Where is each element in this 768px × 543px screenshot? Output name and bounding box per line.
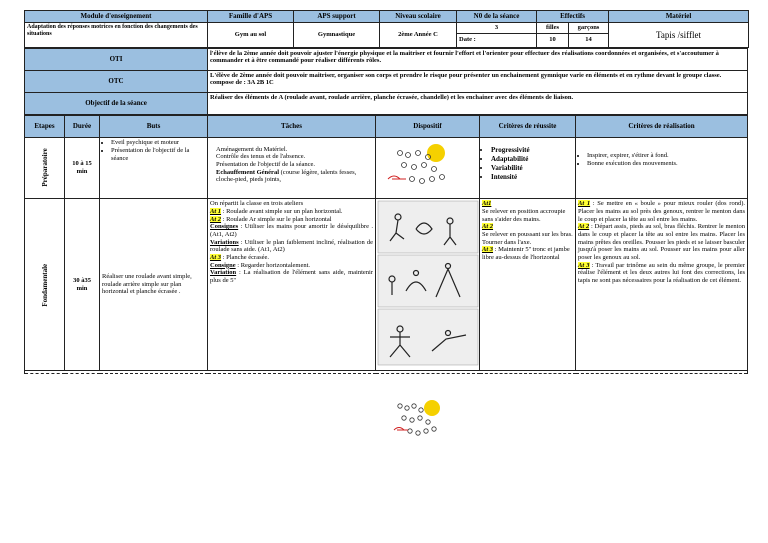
col-module: Module d'enseignement xyxy=(25,11,208,23)
etape-fondamentale: Fondamentale xyxy=(25,199,65,371)
col-num: N0 de la séance xyxy=(457,11,537,23)
seance-number: 3 xyxy=(457,23,537,34)
prep-echauffement: Echauffement Général xyxy=(216,168,280,176)
atelier-1-tag: At 1 xyxy=(210,207,222,215)
fond-dispositif xyxy=(376,199,480,371)
atelier-1-text: : Roulade avant simple sur un plan horizontal. xyxy=(221,207,343,215)
lesson-sheet xyxy=(24,10,748,374)
realisation-at3-tag: At 3 xyxy=(578,261,590,269)
objectif-label: Objectif de la séance xyxy=(25,92,208,114)
reussite-4: • Intensité xyxy=(491,173,573,181)
aps-value: Gymnastique xyxy=(294,23,380,48)
reussite-2: • Adaptabilité xyxy=(491,155,573,163)
prep-taches xyxy=(208,137,376,199)
reussite-at3-text: : Maintenir 5'' tronc et jambe libre au-dessus de l'horizontal xyxy=(482,246,570,261)
niveau-value: 2ème Année C xyxy=(380,23,457,48)
reussite-at2-tag: At 2 xyxy=(482,223,494,231)
atelier-2-text: : Roulade Ar simple sur le plan horizontal xyxy=(221,215,332,223)
objectif-text: Réaliser des éléments de A (roulade avant, roulade arrière, planche écrasée, chandelle) et les enchainer avec des éléments de liaison. xyxy=(208,92,748,114)
session-table xyxy=(24,115,748,374)
col-criteres-realisation: Critères de réalisation xyxy=(576,115,748,137)
oti-text: l'élève de la 2ème année doit pouvoir ajuster l'énergie physique et la maitriser et fournir l'effort et l'orienter pour effectuer des réalisations coordonnées et organisées, et s'accoutumer à commander et à être commandé pour réaliser différents rôles. xyxy=(208,48,748,70)
prep-realisation xyxy=(576,137,748,199)
realisation-2: • Bonne exécution des mouvements. xyxy=(587,160,745,168)
oti-label: OTI xyxy=(25,48,208,70)
realisation-at2-tag: At 2 xyxy=(578,223,590,231)
col-effectifs: Effectifs xyxy=(537,11,609,23)
prep-tache-2: Contrôle des tenus et de l'absence. xyxy=(216,153,306,161)
col-buts: Buts xyxy=(100,115,208,137)
prep-but-1: • Eveil psychique et moteur xyxy=(111,139,205,147)
consigne-label: Consigne xyxy=(210,261,236,269)
filles-value: 10 xyxy=(537,33,569,47)
realisation-1: • Inspirer, expirer, s'étirer à fond. xyxy=(587,152,745,160)
filles-label: filles xyxy=(537,23,569,34)
consigne-text: : Regarder horizontalement. xyxy=(235,261,311,269)
col-criteres-reussite: Critères de réussite xyxy=(480,115,576,137)
gymnastics-figures-icon xyxy=(376,199,480,367)
realisation-at1-text: : Se mettre en « boule » pour mieux rouler (dos rond). Placer les mains au sol près des genoux, rentrer le menton dans le coup et placer la tête au sol entre les mains. xyxy=(578,200,745,223)
prep-dispositif xyxy=(376,137,480,199)
col-materiel: Matériel xyxy=(609,11,749,23)
atelier-3-tag: At 3 xyxy=(210,253,222,261)
consignes-label: Consignes xyxy=(210,223,239,231)
fond-buts: Réaliser une roulade avant simple, roulade arrière simple sur plan horizontal et planche écrasée . xyxy=(100,199,208,371)
prep-buts xyxy=(100,137,208,199)
garcons-label: garçons xyxy=(569,23,609,34)
atelier-2-tag: At 2 xyxy=(210,215,222,223)
date-label: Date : xyxy=(457,33,537,47)
col-dispositif: Dispositif xyxy=(376,115,480,137)
garcons-value: 14 xyxy=(569,33,609,47)
col-taches: Tâches xyxy=(208,115,376,137)
realisation-at3-text: : Travail par trinôme au sein du même groupe, le premier réalise l'élément et les deux autres lui font des corrections, les tapis ne sont pas nécessaires pour la réalisation de cet élément. xyxy=(578,261,745,284)
reussite-at2-text: Se relever en poussant sur les bras. Tourner dans l'axe. xyxy=(482,230,573,246)
fond-realisation xyxy=(576,199,748,371)
prep-echauffement-detail: (course légère, talents fesses, cloche-pied, pieds joints, xyxy=(216,168,357,184)
group-formation-icon xyxy=(378,139,478,195)
reussite-1: • Progressivité xyxy=(491,146,573,154)
reussite-at3-tag: At 3 xyxy=(482,246,494,254)
atelier-3-text: : Planche écrasée. xyxy=(221,253,270,261)
col-aps: APS support xyxy=(294,11,380,23)
col-duree: Durée xyxy=(65,115,100,137)
consignes-text: : Utiliser les mains pour amortir le déséquilibre . (At1, At2) xyxy=(210,223,373,238)
etape-preparatoire: Préparatoire xyxy=(25,137,65,199)
reussite-3: • Variabilité xyxy=(491,164,573,172)
module-value: Adaptation des réponses motrices en fonction des changements des situations xyxy=(25,23,208,48)
prep-but-2: • Présentation de l'objectif de la séance xyxy=(111,147,205,162)
reussite-at1-tag: At1 xyxy=(482,200,492,208)
fond-intro: On répartit la classe en trois ateliers xyxy=(210,200,304,208)
fond-reussite xyxy=(480,199,576,371)
prep-tache-3: Présentation de l'objectif de la séance. xyxy=(216,160,315,168)
realisation-at2-text: : Départ assis, pieds au sol, bras fléchis. Rentrer le menton dans le coup et placer la tête au sol entre les mains. Placer les mains prêtes des oreilles. Pousser les pieds et se laisser basculer jusqu'à poser les mains au sol. Pousser sur les mains pour aller poser les genoux au sol. xyxy=(578,223,745,261)
materiel-value: Tapis /sifflet xyxy=(609,23,749,48)
prep-reussite xyxy=(480,137,576,199)
objectives-table xyxy=(24,48,748,115)
col-niveau: Niveau scolaire xyxy=(380,11,457,23)
otc-text: L'élève de 2ème année doit pouvoir maitriser, organiser son corps et prendre le risque pour présenter un enchainement gymnique varie en éléments et en rythme devant le groupe classe. compose de : 3A 2B 1C xyxy=(208,70,748,92)
variation-label: Variation xyxy=(210,269,237,277)
prep-tache-1: Aménagement du Matériel. xyxy=(216,145,288,153)
reussite-at1-text: Se relever en position accroupie sans s'aider des mains. xyxy=(482,207,566,223)
prep-duree: 10 à 15 min xyxy=(65,137,100,199)
variation-text: : La réalisation de l'élément sans aide, maintenir plus de 5'' xyxy=(210,269,373,284)
col-famille: Famille d'APS xyxy=(208,11,294,23)
variations-label: Variations xyxy=(210,238,239,246)
variations-text: : Utiliser le plan faiblement incliné, réalisation de roulade sans aide. (At1, At2) xyxy=(210,238,373,254)
realisation-at1-tag: At 1 xyxy=(578,200,591,208)
col-etapes: Etapes xyxy=(25,115,65,137)
famille-value: Gym au sol xyxy=(208,23,294,48)
header-table xyxy=(24,10,749,48)
group-formation-illustration-icon xyxy=(392,398,456,442)
fond-taches xyxy=(208,199,376,371)
otc-label: OTC xyxy=(25,70,208,92)
fond-duree: 30 à35 min xyxy=(65,199,100,371)
